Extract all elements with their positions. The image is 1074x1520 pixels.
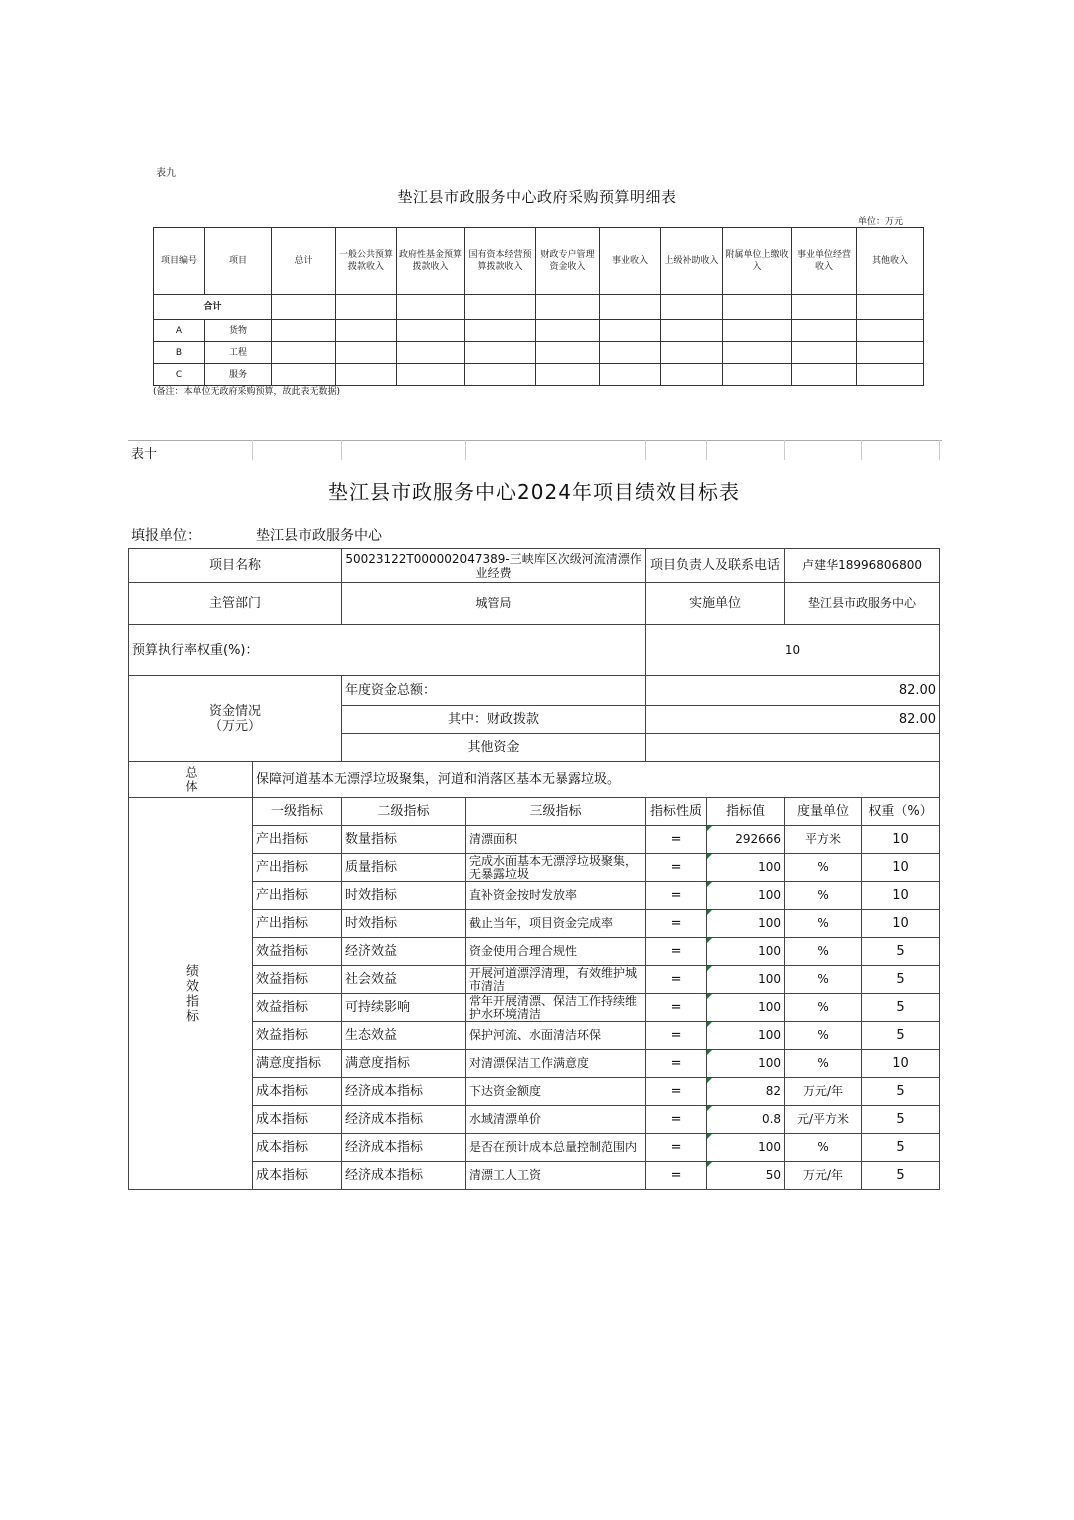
fill-unit-label: 填报单位： [131,528,201,544]
project-name-label: 项目名称 [129,549,342,583]
indicator-l2: 社会效益 [342,966,466,994]
table9-header-cell: 一般公共预算拨款收入 [336,228,397,295]
impl-value: 垫江县市政服务中心 [785,583,940,625]
indicator-l1: 效益指标 [253,994,342,1022]
fiscal-label: 其中：财政拨款 [342,706,646,734]
indicator-l3: 水域清漂单价 [466,1106,646,1134]
table9-empty-cell [397,295,465,320]
indicator-unit: % [785,966,862,994]
indicator-unit: 平方米 [785,826,862,854]
table9-empty-cell [536,320,600,342]
indicator-weight: 5 [862,1078,940,1106]
indicator-l2: 数量指标 [342,826,466,854]
indicator-unit: % [785,1022,862,1050]
indicator-l2: 经济成本指标 [342,1106,466,1134]
indicator-weight: 5 [862,1022,940,1050]
indicator-unit: 元/平方米 [785,1106,862,1134]
table9-header-cell: 上级补助收入 [661,228,723,295]
table9-header-cell: 事业单位经营收入 [792,228,857,295]
table9-empty-cell [397,364,465,386]
indicator-weight: 10 [862,910,940,938]
indicator-weight: 5 [862,1162,940,1190]
indicator-value: 100 [707,994,785,1022]
indicator-l2: 经济效益 [342,938,466,966]
table9-empty-cell [536,342,600,364]
indicator-weight: 5 [862,1106,940,1134]
col-header-l1: 一级指标 [253,798,342,826]
indicator-nature: = [646,938,707,966]
dept-label: 主管部门 [129,583,342,625]
col-header-value: 指标值 [707,798,785,826]
fiscal-value: 82.00 [646,706,940,734]
indicator-nature: = [646,1162,707,1190]
table9-row-code: B [154,342,205,364]
indicator-value: 100 [707,1134,785,1162]
indicator-l1: 产出指标 [253,882,342,910]
table9-empty-cell [661,295,723,320]
indicator-value: 100 [707,910,785,938]
indicator-nature: = [646,1078,707,1106]
indicator-l2: 满意度指标 [342,1050,466,1078]
indicator-l2: 时效指标 [342,910,466,938]
impl-label: 实施单位 [646,583,785,625]
col-header-nature: 指标性质 [646,798,707,826]
sheet-gridline [128,440,942,461]
indicator-value: 292666 [707,826,785,854]
indicator-l3: 完成水面基本无漂浮垃圾聚集，无暴露垃圾 [466,854,646,882]
indicator-l2: 时效指标 [342,882,466,910]
table9-empty-cell [792,364,857,386]
sheet-gridline [465,440,466,460]
table9-label: 表九 [156,168,176,179]
indicator-l1: 产出指标 [253,826,342,854]
indicator-l1: 效益指标 [253,938,342,966]
indicator-unit: % [785,854,862,882]
indicator-l1: 满意度指标 [253,1050,342,1078]
indicator-weight: 10 [862,882,940,910]
table9-empty-cell [336,295,397,320]
table9-empty-cell [723,342,792,364]
table-row [154,320,924,342]
indicator-l3: 资金使用合理合规性 [466,938,646,966]
indicator-l3: 开展河道漂浮清理，有效维护城市清洁 [466,966,646,994]
indicator-value: 50 [707,1162,785,1190]
table9-empty-cell [600,342,661,364]
indicator-l3: 保护河流、水面清洁环保 [466,1022,646,1050]
table9-empty-cell [465,295,536,320]
indicator-l1: 产出指标 [253,854,342,882]
indicator-nature: = [646,994,707,1022]
other-funds-label: 其他资金 [342,734,646,762]
table9-empty-cell [600,364,661,386]
table9-empty-cell [661,364,723,386]
table9-empty-cell [661,342,723,364]
indicator-l3: 下达资金额度 [466,1078,646,1106]
indicator-unit: % [785,938,862,966]
table9-empty-cell [536,364,600,386]
table9-header-cell: 国有资本经营预算拨款收入 [465,228,536,295]
indicator-value: 100 [707,854,785,882]
indicator-l3: 清漂工人工资 [466,1162,646,1190]
sheet-gridline [861,440,862,460]
indicator-value: 100 [707,1022,785,1050]
table9-header-cell: 其他收入 [857,228,924,295]
table9-header-cell: 项目 [205,228,272,295]
table9-row-code: A [154,320,205,342]
table9-empty-cell [336,364,397,386]
other-funds-value [646,734,940,762]
indicator-unit: 万元/年 [785,1078,862,1106]
table9-header-cell: 政府性基金预算拨款收入 [397,228,465,295]
indicator-l3: 对清漂保洁工作满意度 [466,1050,646,1078]
indicator-l3: 常年开展清漂、保洁工作持续维护水环境清洁 [466,994,646,1022]
indicator-l2: 经济成本指标 [342,1162,466,1190]
col-header-unit: 度量单位 [785,798,862,826]
indicator-l1: 成本指标 [253,1134,342,1162]
annual-total-value: 82.00 [646,676,940,706]
indicator-l1: 效益指标 [253,1022,342,1050]
indicator-value: 100 [707,882,785,910]
annual-total-label: 年度资金总额： [342,676,646,706]
table9-empty-cell [792,295,857,320]
project-name-value: 50023122T000002047389-三峡库区次级河流清漂作业经费 [342,549,646,583]
procurement-budget-table [153,227,924,386]
table9-row-code: C [154,364,205,386]
dept-value: 城管局 [342,583,646,625]
indicator-nature: = [646,854,707,882]
funds-label-line-2: （万元） [209,718,262,734]
indicator-l1: 产出指标 [253,910,342,938]
overall-text: 保障河道基本无漂浮垃圾聚集，河道和消落区基本无暴露垃圾。 [253,762,940,798]
table9-empty-cell [272,320,336,342]
overall-label: 总体 [129,762,253,798]
sheet-gridline [645,440,646,460]
indicator-l2: 生态效益 [342,1022,466,1050]
indicator-l2: 经济成本指标 [342,1078,466,1106]
indicator-value: 100 [707,966,785,994]
table9-empty-cell [272,295,336,320]
indicator-unit: % [785,882,862,910]
perf-label: 绩效指标 [129,798,253,1190]
indicator-unit: % [785,1134,862,1162]
col-header-weight: 权重（%） [862,798,940,826]
table9-empty-cell [336,342,397,364]
indicator-l1: 成本指标 [253,1162,342,1190]
table9-empty-cell [857,342,924,364]
col-header-l3: 三级指标 [466,798,646,826]
indicator-weight: 5 [862,938,940,966]
table9-empty-cell [857,295,924,320]
table9-header-cell: 项目编号 [154,228,205,295]
indicator-nature: = [646,1134,707,1162]
table9-empty-cell [465,342,536,364]
table10-label: 表十 [131,447,158,462]
indicator-l3: 截止当年，项目资金完成率 [466,910,646,938]
table9-empty-cell [723,295,792,320]
indicator-nature: = [646,1022,707,1050]
sheet-gridline [784,440,785,460]
indicator-l3: 是否在预计成本总量控制范围内 [466,1134,646,1162]
indicator-weight: 10 [862,854,940,882]
table9-empty-cell [857,320,924,342]
table9-empty-cell [272,342,336,364]
table9-empty-cell [792,342,857,364]
performance-target-table [128,548,940,1190]
table9-total-label: 合计 [154,295,272,320]
indicator-l1: 效益指标 [253,966,342,994]
indicator-l2: 质量指标 [342,854,466,882]
table9-row-name: 货物 [205,320,272,342]
table9-row-name: 工程 [205,342,272,364]
indicator-nature: = [646,882,707,910]
indicator-weight: 10 [862,826,940,854]
funds-label-line-1: 资金情况 [209,703,262,719]
indicator-l3: 清漂面积 [466,826,646,854]
indicator-weight: 5 [862,966,940,994]
table9-row-name: 服务 [205,364,272,386]
indicator-nature: = [646,1106,707,1134]
indicator-value: 0.8 [707,1106,785,1134]
indicator-unit: 万元/年 [785,1162,862,1190]
table9-empty-cell [465,364,536,386]
table9-header-cell: 财政专户管理资金收入 [536,228,600,295]
contact-label: 项目负责人及联系电话 [646,549,785,583]
table9-empty-cell [336,320,397,342]
sheet-gridline [252,440,253,460]
table9-empty-cell [723,320,792,342]
table9-empty-cell [465,320,536,342]
budget-rate-label: 预算执行率权重(%)： [129,625,646,676]
table9-empty-cell [792,320,857,342]
col-header-l2: 二级指标 [342,798,466,826]
indicator-l3: 直补资金按时发放率 [466,882,646,910]
table9-note: (备注：本单位无政府采购预算，故此表无数据) [153,387,341,397]
table9-empty-cell [536,295,600,320]
table9-header-cell: 事业收入 [600,228,661,295]
indicator-l1: 成本指标 [253,1078,342,1106]
table9-empty-cell [661,320,723,342]
indicator-unit: % [785,994,862,1022]
indicator-weight: 10 [862,1050,940,1078]
indicator-nature: = [646,826,707,854]
fill-unit-value: 垫江县市政服务中心 [256,528,382,544]
table10-title: 垫江县市政服务中心2024年项目绩效目标表 [328,480,740,504]
indicator-value: 100 [707,938,785,966]
indicator-weight: 5 [862,1134,940,1162]
table9-empty-cell [857,364,924,386]
table9-empty-cell [600,320,661,342]
table-row [154,342,924,364]
table9-empty-cell [397,342,465,364]
indicator-nature: = [646,1050,707,1078]
indicator-value: 82 [707,1078,785,1106]
indicator-nature: = [646,966,707,994]
funds-label [129,676,342,762]
indicator-unit: % [785,1050,862,1078]
table-row [154,364,924,386]
table9-empty-cell [723,364,792,386]
table9-unit: 单位：万元 [858,217,904,227]
table9-header-cell: 总计 [272,228,336,295]
indicator-nature: = [646,910,707,938]
contact-value: 卢建华18996806800 [785,549,940,583]
indicator-unit: % [785,910,862,938]
indicator-l2: 可持续影响 [342,994,466,1022]
indicator-l2: 经济成本指标 [342,1134,466,1162]
indicator-weight: 5 [862,994,940,1022]
table9-empty-cell [397,320,465,342]
sheet-gridline [706,440,707,460]
table9-empty-cell [272,364,336,386]
table9-title: 垫江县市政服务中心政府采购预算明细表 [397,188,677,206]
sheet-gridline [939,440,940,460]
budget-rate-value: 10 [646,625,940,676]
table9-empty-cell [600,295,661,320]
indicator-l1: 成本指标 [253,1106,342,1134]
table9-header-cell: 附属单位上缴收入 [723,228,792,295]
sheet-gridline [341,440,342,460]
indicator-value: 100 [707,1050,785,1078]
